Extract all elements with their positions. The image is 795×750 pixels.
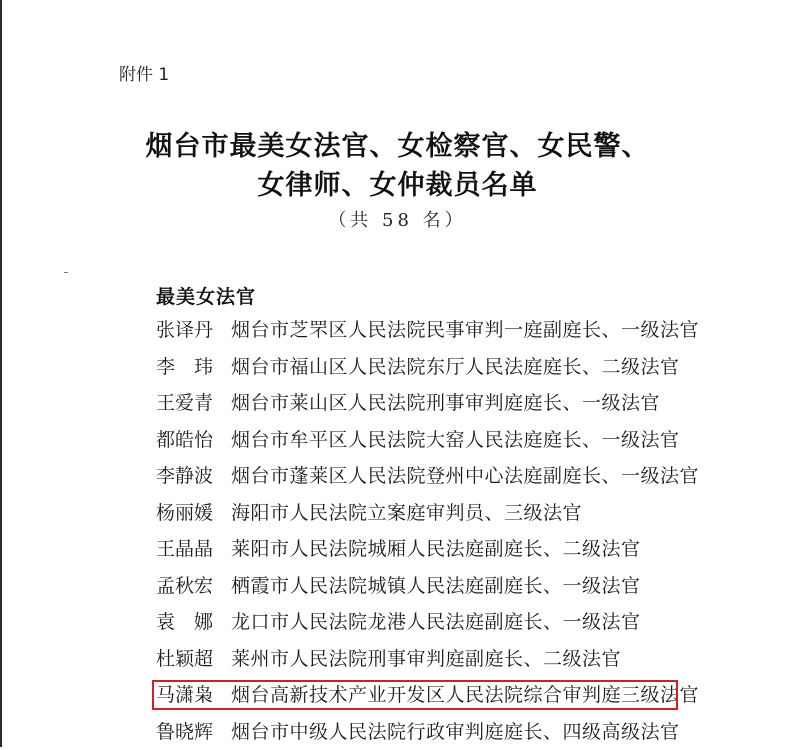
scan-mark bbox=[64, 272, 68, 273]
person-position: 烟台市芝罘区人民法院民事审判一庭副庭长、一级法官 bbox=[231, 312, 699, 348]
attachment-label: 附件 1 bbox=[119, 60, 169, 85]
list-item bbox=[156, 422, 716, 459]
person-position: 莱州市人民法院刑事审判庭副庭长、二级法官 bbox=[231, 641, 621, 677]
person-position: 烟台市中级人民法院行政审判庭庭长、四级高级法官 bbox=[231, 714, 680, 750]
list-item bbox=[156, 714, 716, 750]
name-list bbox=[156, 312, 716, 750]
list-item bbox=[156, 641, 716, 678]
person-position: 烟台市莱山区人民法院刑事审判庭庭长、一级法官 bbox=[231, 385, 660, 421]
person-name: 马潇枭 bbox=[156, 677, 213, 713]
person-name: 鲁晓辉 bbox=[156, 714, 213, 750]
person-name: 张译丹 bbox=[156, 312, 213, 348]
person-name: 王爱青 bbox=[156, 385, 213, 421]
person-position: 烟台市蓬莱区人民法院登州中心法庭副庭长、一级法官 bbox=[231, 458, 699, 494]
person-name: 杨丽媛 bbox=[156, 495, 213, 531]
person-name: 杜颖超 bbox=[156, 641, 213, 677]
person-name: 袁 娜 bbox=[156, 604, 213, 640]
person-position: 烟台市牟平区人民法院大窑人民法庭庭长、一级法官 bbox=[231, 422, 680, 458]
person-name: 李 玮 bbox=[156, 349, 213, 385]
person-position: 莱阳市人民法院城厢人民法庭副庭长、二级法官 bbox=[231, 531, 641, 567]
highlighted-list-item bbox=[156, 677, 716, 714]
person-name: 孟秋宏 bbox=[156, 568, 213, 604]
total-count: （共 58 名） bbox=[0, 206, 795, 232]
page-edge-line bbox=[0, 0, 2, 747]
list-item bbox=[156, 458, 716, 495]
list-item bbox=[156, 312, 716, 349]
person-position: 龙口市人民法院龙港人民法庭副庭长、一级法官 bbox=[231, 604, 641, 640]
list-item bbox=[156, 531, 716, 568]
list-item bbox=[156, 495, 716, 532]
list-item bbox=[156, 385, 716, 422]
person-name: 李静波 bbox=[156, 458, 213, 494]
person-position: 烟台高新技术产业开发区人民法院综合审判庭三级法官 bbox=[231, 677, 699, 713]
list-item bbox=[156, 349, 716, 386]
list-item bbox=[156, 568, 716, 605]
person-position: 栖霞市人民法院城镇人民法庭副庭长、一级法官 bbox=[231, 568, 641, 604]
person-position: 海阳市人民法院立案庭审判员、三级法官 bbox=[231, 495, 582, 531]
section-title: 最美女法官 bbox=[156, 282, 256, 309]
person-position: 烟台市福山区人民法院东厅人民法庭庭长、二级法官 bbox=[231, 349, 680, 385]
person-name: 王晶晶 bbox=[156, 531, 213, 567]
document-title-line-1: 烟台市最美女法官、女检察官、女民警、 bbox=[0, 124, 795, 163]
list-item bbox=[156, 604, 716, 641]
person-name: 都皓怡 bbox=[156, 422, 213, 458]
document-title-line-2: 女律师、女仲裁员名单 bbox=[0, 163, 795, 202]
